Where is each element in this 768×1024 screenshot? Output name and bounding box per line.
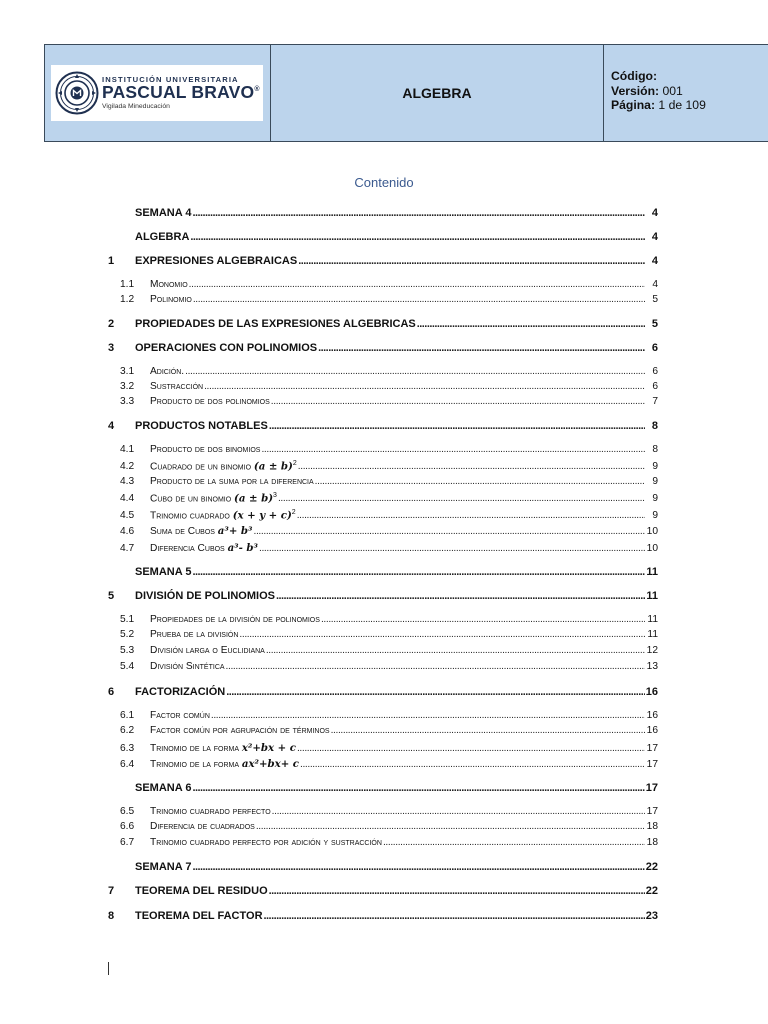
toc-entry[interactable] (108, 629, 658, 640)
toc-entry-number: 3 (108, 342, 115, 354)
toc-entry-number: 4.1 (120, 444, 135, 455)
toc-entry-number: 7 (108, 885, 115, 897)
toc-entry-formula: (x + y + c) (232, 509, 292, 522)
toc-entry-label: Diferencia de cuadrados (150, 821, 255, 832)
toc-entry-title (150, 837, 382, 848)
toc-heading: Contenido (354, 175, 414, 190)
code-line (611, 69, 768, 84)
toc-dot-leader (297, 510, 645, 521)
toc-entry-label: Producto de la suma por la diferencia (150, 476, 314, 487)
toc-entry[interactable] (108, 725, 658, 736)
toc-entry-title (135, 566, 191, 578)
toc-entry-label: Adición. (150, 366, 185, 377)
toc-entry-label: Trinomio de la forma (150, 759, 239, 770)
version-value: 001 (662, 83, 683, 98)
toc-entry-page: 9 (652, 493, 658, 505)
toc-entry-title (150, 509, 296, 521)
toc-entry-formula: (a ± b) (253, 460, 293, 473)
toc-dot-leader (271, 396, 645, 407)
toc-entry-number: 3.2 (120, 381, 135, 392)
toc-entry-title (135, 342, 317, 354)
toc-entry-number: 8 (108, 910, 115, 922)
toc-entry-label: Trinomio de la forma (150, 743, 239, 754)
toc-entry-formula: (a ± b) (234, 492, 274, 505)
vertical-bar-icon (108, 962, 109, 975)
toc-entry-title (150, 381, 203, 392)
toc-dot-leader (254, 526, 645, 537)
toc-entry-title (150, 629, 238, 640)
toc-entry[interactable] (108, 294, 658, 305)
toc-entry[interactable] (108, 342, 658, 354)
toc-entry-exponent: 2 (291, 509, 296, 516)
toc-entry-page: 6 (651, 342, 658, 354)
toc-entry[interactable] (108, 758, 658, 770)
logo-line-3: Vigilada Mineducación (102, 102, 170, 110)
toc-entry-label: EXPRESIONES ALGEBRAICAS (135, 255, 298, 267)
toc-entry-number: 6.1 (120, 710, 135, 721)
toc-entry-title (150, 645, 265, 656)
toc-entry[interactable] (108, 566, 658, 578)
toc-entry[interactable] (108, 318, 658, 330)
toc-entry-title (135, 590, 275, 602)
toc-entry-number: 4.2 (120, 461, 135, 473)
toc-dot-leader (264, 910, 645, 922)
toc-dot-leader (189, 279, 645, 290)
toc-entry-title (150, 710, 210, 721)
toc-dot-leader (192, 566, 645, 578)
page-label: Página: (611, 98, 656, 113)
toc-entry[interactable] (108, 885, 658, 897)
toc-entry-title (150, 661, 225, 672)
toc-entry-label: Polinomio (150, 294, 192, 305)
toc-entry[interactable] (108, 525, 658, 537)
toc-entry-page: 18 (646, 821, 658, 832)
toc-entry-number: 3.1 (120, 366, 135, 377)
toc-entry-title (135, 207, 191, 219)
toc-dot-leader (239, 629, 645, 640)
toc-entry-page: 16 (646, 710, 658, 721)
toc-entry-number: 5.3 (120, 645, 135, 656)
toc-entry[interactable] (108, 396, 658, 407)
toc-dot-leader (298, 255, 645, 267)
toc-entry-page: 8 (652, 444, 658, 455)
toc-dot-leader (315, 476, 645, 487)
version-label: Versión: (611, 83, 660, 98)
toc-dot-leader (331, 725, 645, 736)
toc-entry-number: 4 (108, 420, 115, 432)
toc-entry-label: TEOREMA DEL RESIDUO (135, 885, 268, 897)
toc-entry-page: 8 (651, 420, 658, 432)
toc-entry-label: Factor común (150, 710, 210, 721)
toc-entry-page: 17 (646, 743, 658, 754)
toc-entry-label: Sustracción (150, 381, 204, 392)
toc-entry-number: 5.1 (120, 614, 135, 625)
toc-entry-label: ALGEBRA (135, 231, 190, 243)
toc-entry-number: 6.3 (120, 743, 135, 754)
toc-entry-label: Trinomio cuadrado perfecto (150, 806, 271, 817)
toc-entry-formula: ax²+bx+ c (241, 758, 299, 770)
page-value: 1 de 109 (658, 98, 706, 113)
toc-entry-page: 18 (646, 837, 658, 848)
toc-entry-page: 11 (647, 629, 658, 640)
toc-entry-page: 23 (645, 910, 658, 922)
toc-entry[interactable] (108, 231, 658, 243)
toc-entry[interactable] (108, 207, 658, 219)
toc-entry-title (150, 492, 277, 504)
toc-entry-number: 4.5 (120, 510, 135, 522)
toc-dot-leader (297, 743, 645, 754)
toc-entry-label: Trinomio cuadrado perfecto por adición y sustracción (150, 837, 382, 848)
toc-entry-title (150, 476, 314, 487)
toc-entry-title (135, 885, 268, 897)
toc-entry-title (150, 725, 330, 736)
toc-dot-leader (266, 645, 645, 656)
toc-entry-page: 4 (651, 231, 658, 243)
toc-entry[interactable] (108, 590, 658, 602)
toc-entry[interactable] (108, 742, 658, 754)
toc-entry-number: 5.2 (120, 629, 135, 640)
toc-entry-number: 6.7 (120, 837, 135, 848)
toc-entry-title (135, 420, 268, 432)
toc-entry-page: 5 (652, 294, 658, 305)
toc-entry[interactable] (108, 710, 658, 721)
toc-entry[interactable] (108, 279, 658, 290)
toc-entry-label: Producto de dos polinomios (150, 396, 270, 407)
toc-entry-title (135, 318, 416, 330)
toc-dot-leader (204, 381, 645, 392)
page-line (611, 98, 768, 113)
toc-entry[interactable] (108, 806, 658, 817)
toc-entry-label: FACTORIZACIÓN (135, 686, 226, 698)
toc-dot-leader (192, 861, 644, 873)
toc-entry-title (135, 782, 191, 794)
toc-entry[interactable] (108, 444, 658, 455)
toc-entry-label: División larga o Euclidiana (150, 645, 265, 656)
toc-entry[interactable] (108, 645, 658, 656)
toc-entry-page: 9 (652, 510, 658, 522)
toc-entry-page: 16 (645, 686, 658, 698)
toc-entry-number: 6.6 (120, 821, 135, 832)
toc-entry[interactable] (108, 381, 658, 392)
toc-entry-page: 11 (646, 590, 658, 602)
toc-entry-label: SEMANA 4 (135, 207, 192, 219)
toc-entry[interactable] (108, 509, 658, 521)
toc-entry-title (150, 366, 184, 377)
toc-dot-leader (278, 493, 645, 504)
toc-dot-leader (226, 661, 645, 672)
document-header (44, 44, 768, 142)
meta-cell (604, 45, 768, 141)
toc-entry-page: 10 (646, 543, 658, 554)
toc-entry-label: Diferencia Cubos (150, 543, 225, 554)
toc-entry-number: 1.1 (120, 279, 135, 290)
toc-entry-title (150, 614, 320, 625)
toc-dot-leader (211, 710, 645, 721)
toc-entry-number: 3.3 (120, 396, 135, 407)
toc-dot-leader (192, 207, 645, 219)
toc-entry[interactable] (108, 420, 658, 432)
toc-entry[interactable] (108, 542, 658, 554)
toc-entry-label: TEOREMA DEL FACTOR (135, 910, 263, 922)
toc-entry-page: 17 (646, 806, 658, 817)
toc-entry-label: Producto de dos binomios (150, 444, 261, 455)
toc-entry-formula: x²+bx + c (241, 742, 296, 754)
code-label: Código: (611, 69, 658, 83)
toc-entry-label: SEMANA 5 (135, 566, 192, 578)
toc-dot-leader (259, 543, 645, 554)
toc-entry-page: 12 (646, 645, 658, 656)
toc-entry-page: 10 (646, 526, 658, 537)
toc-entry-title (150, 444, 260, 455)
toc-entry-title (150, 294, 192, 305)
toc-dot-leader (269, 420, 645, 432)
version-line (611, 84, 768, 99)
toc-entry-page: 22 (645, 885, 658, 897)
toc-entry[interactable] (108, 910, 658, 922)
toc-entry-label: Cubo de un binomio (150, 493, 232, 505)
toc-entry-label: Monomio (150, 279, 188, 290)
toc-entry-title (150, 806, 271, 817)
toc-entry[interactable] (108, 460, 658, 472)
toc-entry-exponent: 2 (292, 460, 297, 467)
institution-logo (51, 65, 263, 121)
registered-mark: ® (254, 86, 260, 94)
toc-dot-leader (192, 782, 644, 794)
toc-dot-leader (190, 231, 645, 243)
toc-entry[interactable] (108, 837, 658, 848)
toc-entry-formula: a³- b³ (227, 542, 259, 554)
toc-entry-title (150, 460, 297, 472)
toc-entry-title (150, 821, 255, 832)
toc-entry-label: División Sintética (150, 661, 225, 672)
toc-entry-label: Trinomio cuadrado (150, 510, 230, 522)
toc-entry-title (150, 396, 270, 407)
toc-entry-label: PROPIEDADES DE LAS EXPRESIONES ALGEBRICAS (135, 318, 416, 330)
toc-entry-number: 1.2 (120, 294, 135, 305)
toc-entry[interactable] (108, 686, 658, 698)
toc-entry-title (135, 861, 191, 873)
toc-entry-label: Factor común por agrupación de términos (150, 725, 330, 736)
toc-entry-label: Propiedades de la división de polinomios (150, 614, 320, 625)
toc-entry-title (135, 255, 297, 267)
toc-entry[interactable] (108, 255, 658, 267)
toc-entry-page: 4 (651, 207, 658, 219)
toc-entry-page: 11 (647, 614, 658, 625)
toc-entry-page: 22 (645, 861, 658, 873)
toc-dot-leader (276, 590, 645, 602)
toc-entry-page: 5 (651, 318, 658, 330)
toc-entry-number: 4.7 (120, 543, 135, 554)
toc-entry-page: 4 (652, 279, 658, 290)
toc-dot-leader (272, 806, 645, 817)
toc-entry-label: OPERACIONES CON POLINOMIOS (135, 342, 318, 354)
toc-entry-number: 4.4 (120, 493, 135, 505)
toc-entry-title (150, 758, 299, 770)
toc-dot-leader (298, 461, 645, 472)
toc-entry-number: 6.4 (120, 759, 135, 770)
toc-dot-leader (185, 366, 645, 377)
toc-entry-label: Cuadrado de un binomio (150, 461, 252, 473)
toc-entry-label: Suma de Cubos (150, 526, 215, 537)
toc-entry-page: 6 (652, 366, 658, 377)
toc-dot-leader (321, 614, 645, 625)
toc-entry-title (150, 742, 296, 754)
toc-entry-title (150, 279, 188, 290)
toc-entry[interactable] (108, 614, 658, 625)
toc-entry-label: SEMANA 7 (135, 861, 192, 873)
toc-entry-title (135, 686, 225, 698)
toc-entry-page: 9 (652, 461, 658, 473)
toc-entry-label: Prueba de la división (150, 629, 239, 640)
toc-entry-title (135, 231, 189, 243)
toc-entry-number: 5 (108, 590, 115, 602)
toc-entry-title (150, 525, 253, 537)
toc-entry-label: PRODUCTOS NOTABLES (135, 420, 268, 432)
toc-entry[interactable] (108, 661, 658, 672)
institution-seal-icon (55, 71, 99, 115)
toc-dot-leader (226, 686, 645, 698)
toc-entry[interactable] (108, 476, 658, 487)
toc-entry-formula: a³+ b³ (217, 525, 253, 537)
toc-entry-number: 2 (108, 318, 115, 330)
toc-dot-leader (417, 318, 645, 330)
toc-entry-page: 7 (652, 396, 658, 407)
title-cell (271, 45, 604, 141)
toc-entry-page: 17 (645, 782, 658, 794)
toc-entry-page: 4 (651, 255, 658, 267)
logo-cell (45, 45, 271, 141)
logo-name (102, 84, 260, 102)
toc-entry-number: 1 (108, 255, 115, 267)
logo-line-1: INSTITUCIÓN UNIVERSITARIA (102, 74, 239, 84)
toc-entry-page: 17 (646, 759, 658, 770)
toc-dot-leader (269, 885, 645, 897)
toc-entry-number: 4.3 (120, 476, 135, 487)
toc-entry-number: 6 (108, 686, 115, 698)
toc-entry-label: SEMANA 6 (135, 782, 192, 794)
toc-entry[interactable] (108, 821, 658, 832)
toc-entry[interactable] (108, 366, 658, 377)
toc-dot-leader (318, 342, 645, 354)
toc-dot-leader (261, 444, 645, 455)
toc-entry-title (135, 910, 263, 922)
toc-entry-page: 9 (652, 476, 658, 487)
toc-entry-page: 11 (646, 566, 658, 578)
logo-line-2: PASCUAL BRAVO (102, 82, 255, 103)
toc-entry[interactable] (108, 782, 658, 794)
toc-entry-page: 13 (646, 661, 658, 672)
toc-entry-title (150, 542, 258, 554)
toc-entry-number: 5.4 (120, 661, 135, 672)
toc-entry-page: 16 (646, 725, 658, 736)
toc-entry[interactable] (108, 861, 658, 873)
toc-entry-number: 4.6 (120, 526, 135, 537)
toc-entry-number: 6.2 (120, 725, 135, 736)
toc-entry[interactable] (108, 492, 658, 504)
toc-entry-exponent: 3 (273, 492, 277, 499)
toc-entry-label: DIVISIÓN DE POLINOMIOS (135, 590, 275, 602)
document-title: ALGEBRA (402, 85, 472, 101)
toc-dot-leader (256, 821, 645, 832)
toc-dot-leader (383, 837, 645, 848)
toc-entry-number: 6.5 (120, 806, 135, 817)
toc-entry-page: 6 (652, 381, 658, 392)
toc-dot-leader (300, 759, 645, 770)
toc-dot-leader (193, 294, 645, 305)
